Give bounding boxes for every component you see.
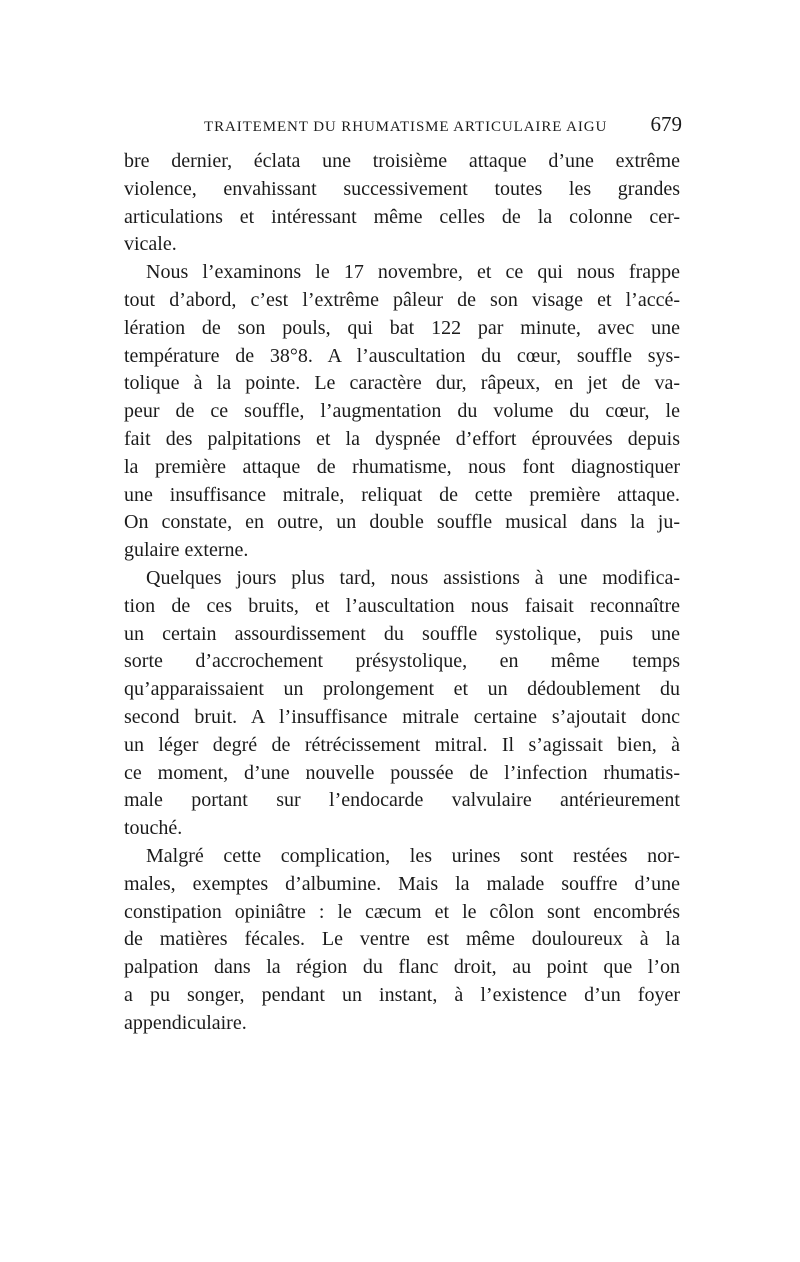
text-line: bre dernier, éclata une troisième attaque d’une extrême <box>124 150 680 172</box>
text-line: articulations et intéressant même celles de la colonne cer- <box>124 205 680 228</box>
text-line: appendiculaire. <box>124 1011 247 1034</box>
page-number: 679 <box>650 112 682 136</box>
text-line: second bruit. A l’insuffisance mitrale certaine s’ajoutait donc <box>124 705 680 728</box>
text-line: Quelques jours plus tard, nous assistions à une modifica- <box>146 566 680 589</box>
text-line: la première attaque de rhumatisme, nous font diagnostiquer <box>124 455 680 478</box>
text-line: palpation dans la région du flanc droit, au point que l’on <box>124 956 680 979</box>
text-line: a pu songer, pendant un instant, à l’existence d’un foyer <box>124 983 680 1006</box>
text-line: males, exemptes d’albumine. Mais la malade souffre d’une <box>124 872 680 895</box>
text-line: lération de son pouls, qui bat 122 par minute, avec une <box>124 316 680 339</box>
paragraph-2 <box>124 259 680 565</box>
text-line: un certain assourdissement du souffle systolique, puis une <box>124 622 680 645</box>
text-line: tolique à la pointe. Le caractère dur, râpeux, en jet de va- <box>124 372 680 395</box>
paragraph-4 <box>124 843 680 1038</box>
text-line: peur de ce souffle, l’augmentation du volume du cœur, le <box>124 400 680 423</box>
text-line: touché. <box>124 817 183 840</box>
text-line: une insuffisance mitrale, reliquat de cette première attaque. <box>124 483 680 506</box>
text-line: sorte d’accrochement présystolique, en même temps <box>124 650 680 673</box>
text-line: male portant sur l’endocarde valvulaire antérieurement <box>124 789 680 812</box>
text-line: constipation opiniâtre : le cæcum et le côlon sont encombrés <box>124 900 680 923</box>
text-line: violence, envahissant successivement toutes les grandes <box>124 177 680 200</box>
text-line: tion de ces bruits, et l’auscultation nous faisait reconnaître <box>124 594 680 617</box>
text-line: température de 38°8. A l’auscultation du cœur, souffle sys- <box>124 344 680 367</box>
text-line: gulaire externe. <box>124 539 249 562</box>
text-line: fait des palpitations et la dyspnée d’effort éprouvées depuis <box>124 427 680 450</box>
text-line: tout d’abord, c’est l’extrême pâleur de son visage et l’accé- <box>124 288 680 311</box>
text-line: de matières fécales. Le ventre est même douloureux à la <box>124 928 680 951</box>
running-title: TRAITEMENT DU RHUMATISME ARTICULAIRE AIGU <box>204 119 608 135</box>
paragraph-1 <box>124 148 680 259</box>
body-text <box>124 148 680 1038</box>
text-line: un léger degré de rétrécissement mitral. Il s’agissait bien, à <box>124 733 680 756</box>
text-line: vicale. <box>124 233 177 256</box>
running-head <box>124 112 682 138</box>
text-line: ce moment, d’une nouvelle poussée de l’infection rhumatis- <box>124 761 680 784</box>
paragraph-3 <box>124 565 680 843</box>
text-line: On constate, en outre, un double souffle musical dans la ju- <box>124 511 680 534</box>
text-line: qu’apparaissaient un prolongement et un dédoublement du <box>124 678 680 701</box>
text-line: Malgré cette complication, les urines sont restées nor- <box>146 844 680 867</box>
text-line: Nous l’examinons le 17 novembre, et ce qui nous frappe <box>146 261 680 284</box>
